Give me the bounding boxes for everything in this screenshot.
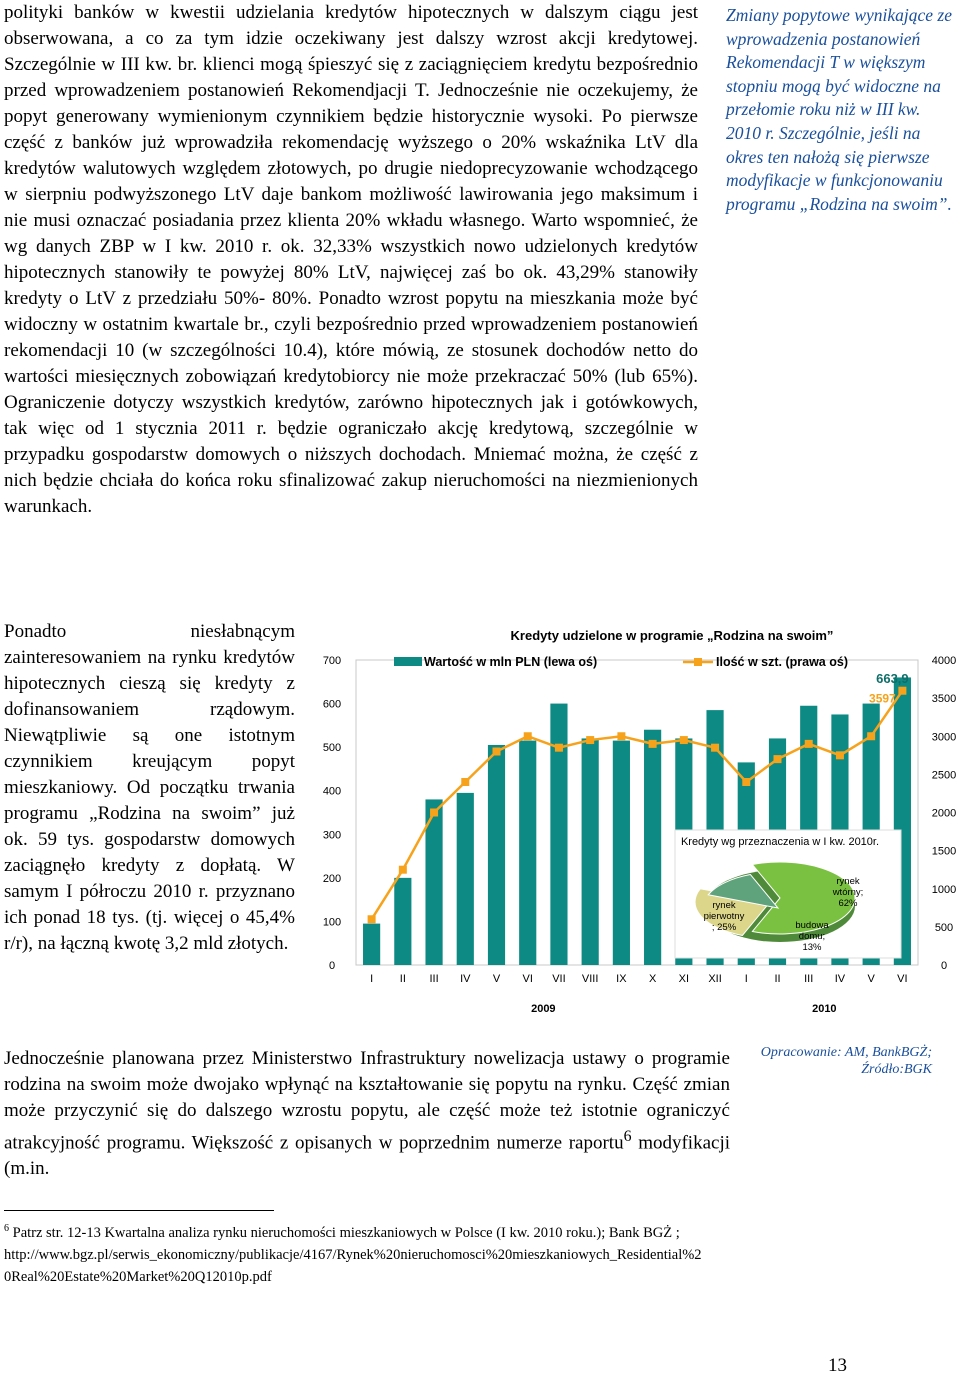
chart-line-point bbox=[898, 687, 906, 695]
chart-bar bbox=[457, 793, 474, 965]
right-axis-tick: 3500 bbox=[931, 693, 957, 706]
left-axis-tick: 100 bbox=[322, 916, 342, 929]
chart bbox=[312, 620, 960, 1025]
main-paragraph: polityki banków w kwestii udzielania kredytów hipotecznych w dalszym ciągu jest obserwowana, a co za tym idzie oczekiwany jest dalszy wzrost akcji kredytowej. Szczególnie w III kw. br. klienci mogą śpieszyć się z zaciągnięciem kredytu bezpośrednio przed wprowadzeniem postanowień Rekomendjacji T. Jednocześnie nie oczekujemy, że popyt generowany wymienionym czynnikiem będzie historycznie wysoki. Po pierwsze część z banków już wprowadziła rekomendację wyższego o 20% wskaźnika LtV dla kredytów walutowych względem złotowych, po drugie niedoprecyzowanie wchodzącego w sierpniu podwyższonego LtV daje bankom możliwość lawirowania jego maksimum i nie musi oznaczać posiadania przez klienta 20% wkładu własnego. Warto wspomnieć, że wg danych ZBP w I kw. 2010 r. ok. 32,33% wszystkich nowo udzielonych kredytów hipotecznych stanowiły te powyżej 80% LtV, najwięcej zaś bo ok. 43,29% stanowiły kredyty o LtV z przedziału 50%- 80%. Ponadto wzrost popytu na mieszkania może być widoczny w ostatnim kwartale br., czyli bezpośrednio przed wprowadzeniem postanowień rekomendacji 10 (w szczególności 10.4), które mówią, ze stosunek dochodów netto do wartości miesięcznych zobowiązań kredytobiorcy nie może przekraczać 50% (lub 65%). Ograniczenie dotyczy wszystkich kredytów, zarówno hipotecznych jak i gotówkowych, tak więc od 1 stycznia 2011 r. będzie ograniczało akcję kredytową, szczególnie w przypadku gospodarstw domowych o niższych dochodach. Mniemać można, że część z nich będzie chciała do końca roku sfinalizować zakup nieruchomości na niezmienionych warunkach. bbox=[4, 2, 698, 517]
x-axis-tick: II bbox=[774, 973, 781, 985]
page-number: 13 bbox=[828, 1355, 847, 1376]
right-axis-tick: 1000 bbox=[931, 883, 957, 896]
chart-line-point bbox=[774, 755, 782, 763]
x-axis-tick: IV bbox=[834, 973, 846, 985]
x-axis-tick: III bbox=[429, 973, 439, 985]
chart-line-point bbox=[617, 732, 625, 740]
chart-bar bbox=[363, 924, 380, 965]
chart-line-point bbox=[461, 778, 469, 786]
x-axis-tick: XII bbox=[708, 973, 722, 985]
chart-line-point bbox=[680, 736, 688, 744]
chart-line-point bbox=[742, 778, 750, 786]
legend-bar-swatch bbox=[394, 657, 422, 666]
right-axis-tick: 4000 bbox=[931, 655, 957, 667]
x-axis-tick: I bbox=[370, 973, 374, 985]
right-axis-tick: 2000 bbox=[931, 807, 957, 820]
chart-bar bbox=[488, 745, 505, 965]
year-label: 2010 bbox=[812, 1003, 837, 1015]
chart-bar bbox=[550, 704, 567, 965]
pie-slice-label: budowa domu; 13% bbox=[795, 920, 829, 953]
chart-line-point bbox=[805, 740, 813, 748]
x-axis-tick: VII bbox=[552, 973, 566, 985]
right-axis-tick: 1500 bbox=[931, 845, 957, 858]
x-axis-tick: VI bbox=[897, 973, 908, 985]
right-axis-tick: 2500 bbox=[931, 769, 957, 782]
chart-line-point bbox=[524, 732, 532, 740]
left-paragraph: Ponadto niesłabnącym zainteresowaniem na rynku kredytów hipotecznych cieszą się kredyty z dofinansowaniem rządowym. Niewątpliwie są one istotnym czynnikiem kreującym popyt mieszkaniowy. Od początku trwania programu „Rodzina na swoim” już ok. 59 tys. gospodarstw domowych zaciągnęło kredyty z dopłatą. W samym I półroczu 2010 r. przyznano ich ponad 18 tys. (tj. więcej o 45,4% r/r), na łączną kwotę 3,2 mld złotych. bbox=[4, 621, 295, 954]
pie-slice-label: rynek pierwotny ; 25% bbox=[703, 900, 745, 933]
x-axis-tick: IX bbox=[616, 973, 627, 985]
chart-line-point bbox=[555, 744, 563, 752]
chart-title: Kredyty udzielone w programie „Rodzina na swoim” bbox=[510, 628, 834, 643]
left-axis-tick: 200 bbox=[322, 872, 342, 885]
x-axis-tick: IV bbox=[460, 973, 471, 985]
footnote-text: Patrz str. 12-13 Kwartalna analiza rynku nieruchomości mieszkaniowych w Polsce (I kw. 2010 roku.); Bank BGŻ ; bbox=[9, 1224, 680, 1241]
chart-bar bbox=[582, 738, 599, 965]
chart-bar bbox=[519, 741, 536, 965]
chart-line-point bbox=[836, 751, 844, 759]
footnote bbox=[4, 1218, 704, 1288]
left-axis-tick: 600 bbox=[322, 698, 342, 711]
x-axis-tick: XI bbox=[678, 973, 690, 985]
bottom-text-after: modyfikacji (m.in. bbox=[4, 1132, 730, 1180]
year-label: 2009 bbox=[531, 1003, 556, 1015]
bottom-text-before: Jednocześnie planowana przez Ministerstwo Infrastruktury nowelizacja ustawy o programie rodzina na swoim może dwojako wpłynąć na kształtowanie się popytu na rynku. Część zmian może przyczynić się do dalszego wzrostu popytu, ale część może też istotnie ograniczyć atrakcyjność programu. Większość z opisanych w poprzednim numerze raportu bbox=[4, 1048, 730, 1154]
chart-bar bbox=[613, 741, 630, 965]
footnote-ref: 6 bbox=[623, 1128, 632, 1145]
bottom-paragraph bbox=[4, 1046, 730, 1182]
chart-line-point bbox=[430, 809, 438, 817]
source-note: Opracowanie: AM, BankBGŻ; Źródło:BGK bbox=[760, 1045, 932, 1077]
chart-line-point bbox=[649, 740, 657, 748]
x-axis-tick: VI bbox=[522, 973, 533, 985]
left-axis-tick: 0 bbox=[328, 960, 336, 972]
chart-line-point bbox=[586, 736, 594, 744]
legend-line-label: Ilość w szt. (prawa oś) bbox=[716, 655, 848, 669]
sidebar-note: Zmiany popytowe wynikające ze wprowadzenia postanowień Rekomendacji T w większym stopniu mogą być widoczne na przełomie roku niż w III kw. 2010 r. Szczególnie, jeśli na okres ten nałożą się pierwsze modyfikacje w funkcjonowaniu programu „Rodzina na swoim”. bbox=[726, 5, 952, 214]
inset-title: Kredyty wg przeznaczenia w I kw. 2010r. bbox=[680, 836, 880, 848]
legend-bar-label: Wartość w mln PLN (lewa oś) bbox=[424, 655, 598, 669]
chart-bar bbox=[394, 878, 411, 965]
pie-slice-label: rynek wtórny; 62% bbox=[832, 876, 864, 909]
chart-line-point bbox=[399, 866, 407, 874]
right-axis-tick: 3000 bbox=[931, 731, 957, 744]
annotation-count: 3597 bbox=[869, 691, 896, 706]
legend-line-marker bbox=[694, 658, 702, 666]
x-axis-tick: II bbox=[399, 973, 406, 985]
left-axis-tick: 300 bbox=[322, 829, 342, 842]
chart-line-point bbox=[867, 732, 875, 740]
footnote-divider bbox=[4, 1210, 274, 1211]
x-axis-tick: I bbox=[744, 973, 748, 985]
left-axis-tick: 500 bbox=[322, 742, 342, 755]
x-axis-tick: X bbox=[648, 973, 657, 985]
x-axis-tick: VIII bbox=[581, 973, 599, 985]
left-axis-tick: 700 bbox=[322, 655, 342, 667]
left-axis-tick: 400 bbox=[322, 785, 342, 798]
chart-bar bbox=[644, 730, 661, 965]
x-axis-tick: III bbox=[804, 973, 814, 985]
footnote-url: http://www.bgz.pl/serwis_ekonomiczny/publikacje/4167/Rynek%20nieruchomosci%20mieszkaniowych_Residential%20Real%20Estate%20Market%20Q12010p.pdf bbox=[4, 1246, 702, 1285]
chart-line-point bbox=[493, 748, 501, 756]
right-axis-tick: 0 bbox=[940, 960, 948, 972]
right-axis-tick: 500 bbox=[934, 921, 954, 934]
footnote-number: 6 bbox=[4, 1223, 9, 1234]
chart-line-point bbox=[368, 915, 376, 923]
x-axis-tick: V bbox=[492, 973, 501, 985]
annotation-value: 663,9 bbox=[876, 671, 909, 686]
x-axis-tick: V bbox=[867, 973, 875, 985]
chart-line-point bbox=[711, 744, 719, 752]
